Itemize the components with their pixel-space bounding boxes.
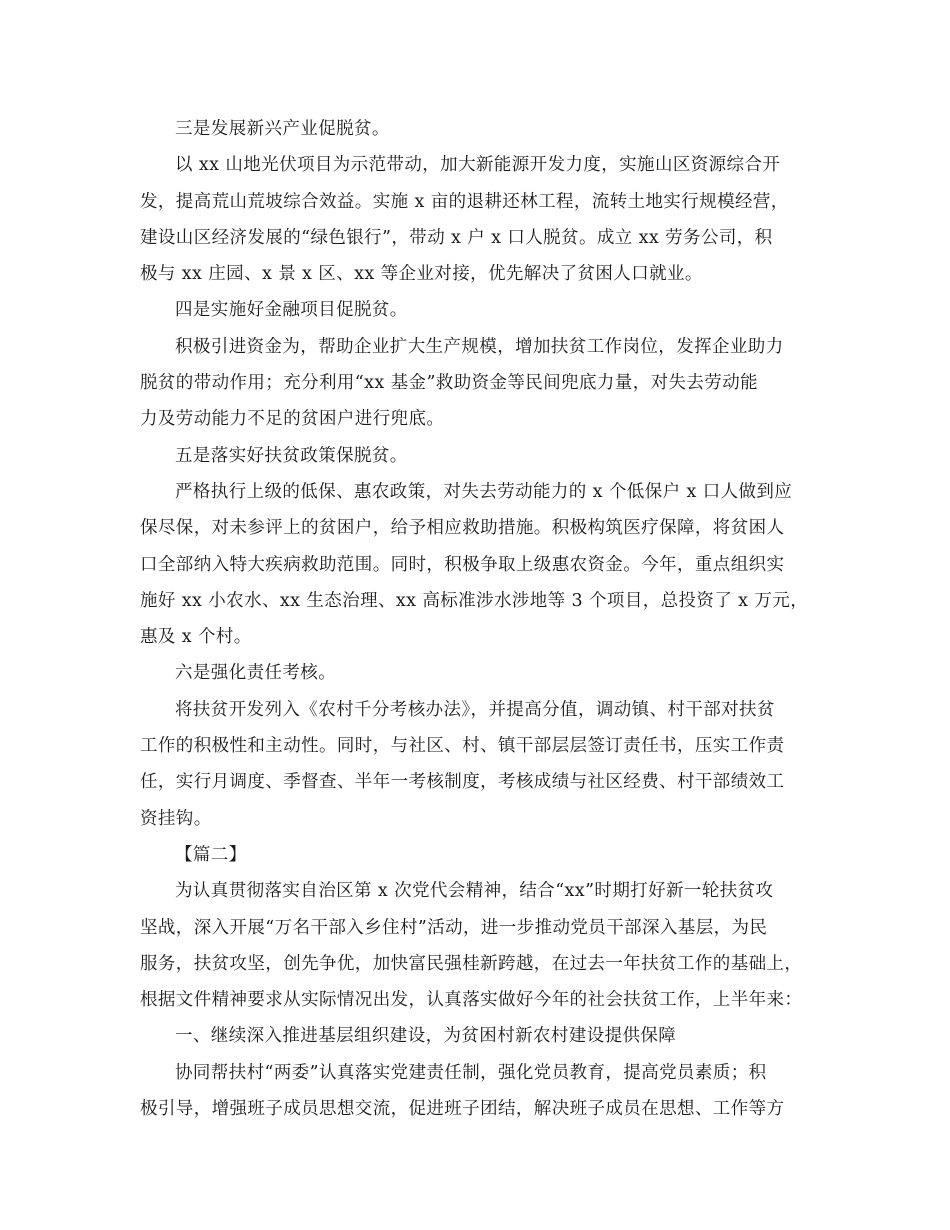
text-line: 力及劳动能力不足的贫困户进行兜底。 <box>140 409 445 430</box>
text-line: 为认真贯彻落实自治区第 x 次党代会精神，结合“xx”时期打好新一轮扶贫攻 <box>175 881 774 902</box>
text-line: 发，提高荒山荒坡综合效益。实施 x 亩的退耕还林工程，流转土地实行规模经营， <box>140 191 789 212</box>
text-line: 口全部纳入特大疾病救助范围。同时，积极争取上级惠农资金。今年，重点组织实 <box>140 554 785 575</box>
text-line: 五是落实好扶贫政策保脱贫。 <box>175 445 408 466</box>
text-line: 惠及 x 个村。 <box>140 627 252 648</box>
text-line: 一、继续深入推进基层组织建设，为贫困村新农村建设提供保障 <box>175 1026 677 1047</box>
text-line: 极与 xx 庄园、x 景 x 区、xx 等企业对接，优先解决了贫困人口就业。 <box>140 264 703 285</box>
text-line: 将扶贫开发列入《农村千分考核办法》，并提高分值，调动镇、村干部对扶贫 <box>175 699 775 720</box>
text-line: 严格执行上级的低保、惠农政策，对失去劳动能力的 x 个低保户 x 口人做到应 <box>175 481 793 502</box>
text-line: 保尽保，对未参评上的贫困户，给予相应救助措施。积极构筑医疗保障，将贫困人 <box>140 518 785 539</box>
text-line: 根据文件精神要求从实际情况出发，认真落实做好今年的社会扶贫工作，上半年来： <box>140 990 803 1011</box>
text-line: 协同帮扶村“两委”认真落实党建责任制，强化党员教育，提高党员素质；积 <box>175 1062 767 1083</box>
text-line: 三是发展新兴产业促脱贫。 <box>175 119 390 139</box>
text-line: 任，实行月调度、季督查、半年一考核制度，考核成绩与社区经费、村干部绩效工 <box>140 772 785 793</box>
text-line: 坚战，深入开展“万名干部入乡住村”活动，进一步推动党员干部深入基层，为民 <box>140 917 768 938</box>
text-line: 六是强化责任考核。 <box>175 663 337 684</box>
text-line: 资挂钩。 <box>140 808 212 829</box>
text-line: 服务，扶贫攻坚，创先争优，加快富民强桂新跨越，在过去一年扶贫工作的基础上， <box>140 953 803 974</box>
text-line: 工作的积极性和主动性。同时，与社区、村、镇干部层层签订责任书，压实工作责 <box>140 736 785 757</box>
text-line: 以 xx 山地光伏项目为示范带动，加大新能源开发力度，实施山区资源综合开 <box>175 155 781 176</box>
text-line: 极引导，增强班子成员思想交流，促进班子团结，解决班子成员在思想、工作等方 <box>140 1099 785 1120</box>
text-line: 脱贫的带动作用；充分利用“xx 基金”救助资金等民间兜底力量，对失去劳动能 <box>140 373 758 394</box>
text-line: 施好 xx 小农水、xx 生态治理、xx 高标准涉水涉地等 3 个项目，总投资了 x 万元， <box>140 590 809 611</box>
text-line: 四是实施好金融项目促脱贫。 <box>175 300 408 321</box>
text-line: 积极引进资金为，帮助企业扩大生产规模，增加扶贫工作岗位，发挥企业助力 <box>175 336 784 357</box>
text-line: 【篇二】 <box>175 844 247 865</box>
text-line: 建设山区经济发展的“绿色银行”，带动 x 户 x 口人脱贫。成立 xx 劳务公司，积 <box>140 227 773 248</box>
document-body <box>140 111 810 1127</box>
